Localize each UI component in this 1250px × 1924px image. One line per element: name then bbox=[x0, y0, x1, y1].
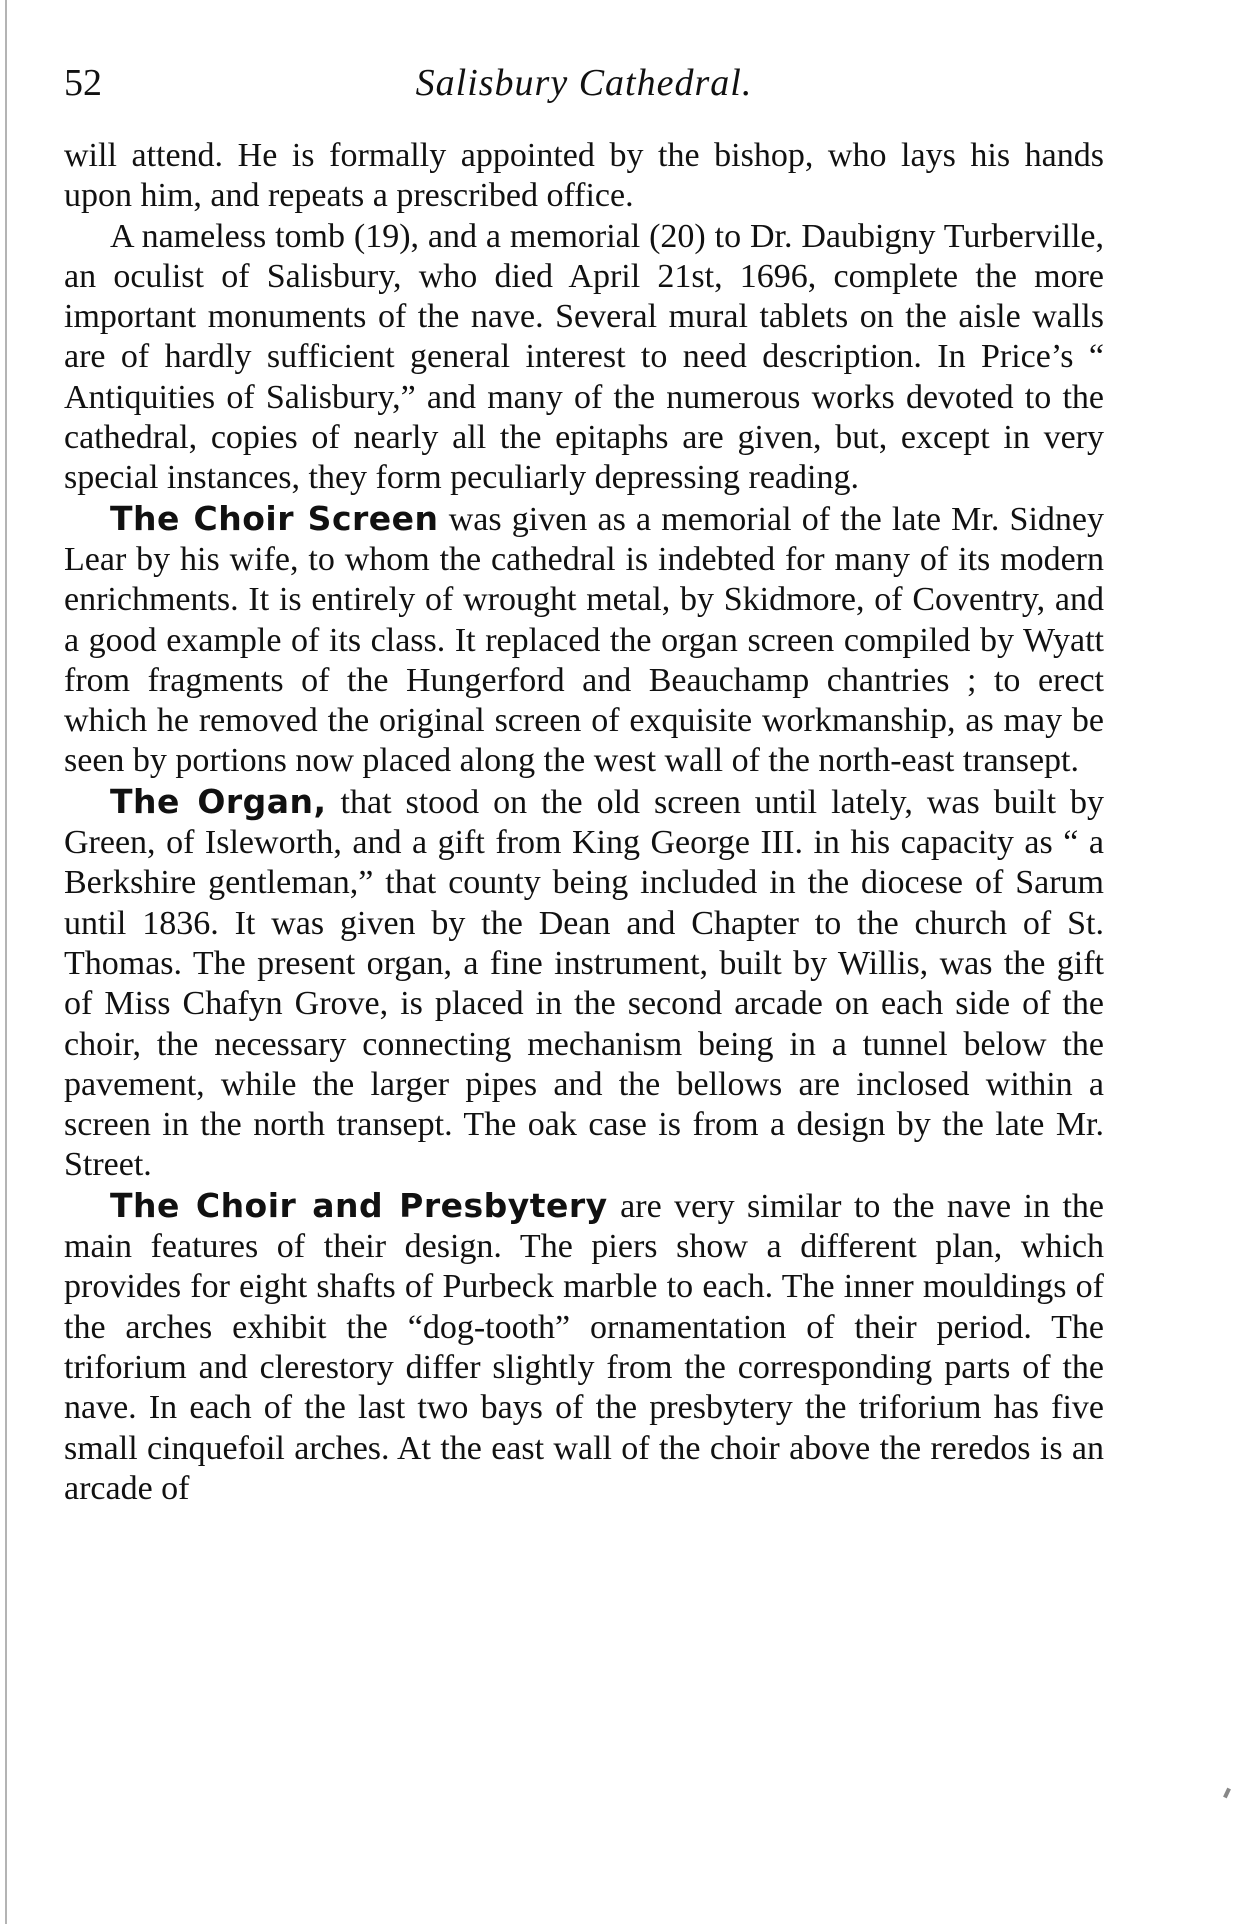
paragraph-continuation bbox=[64, 136, 1104, 217]
paragraph-text: was given as a memorial of the late Mr. Sidney Lear by his wife, to whom the cathedral is indebted for many of its modern enrichments. It is entirely of wrought metal, by Skidmore, of Coventry, and a good example of its class. It replaced the organ screen compiled by Wyatt from fragments of the Hungerford and Beauchamp chantries ; to erect which he removed the original screen of exquisite workmanship, as may be seen by portions now placed along the west wall of the north-east transept. bbox=[64, 500, 1104, 780]
section-heading-choir-screen: The Choir Screen bbox=[110, 498, 439, 538]
running-title: Salisbury Cathedral. bbox=[415, 62, 753, 104]
paragraph-text: are very similar to the nave in the main features of their design. The piers show a different plan, which provides for eight shafts of Purbeck marble to each. The inner mouldings of the arches exhibit the “dog-tooth” ornamentation of their period. The triforium and clerestory differ slightly from the corresponding parts of the nave. In each of the last two bays of the presbytery the triforium has five small cinquefoil arches. At the east wall of the choir above the reredos is an arcade of bbox=[64, 1187, 1105, 1507]
running-head bbox=[64, 58, 1104, 108]
page-edge-line bbox=[5, 0, 7, 1924]
section-heading-choir-presbytery: The Choir and Presbytery bbox=[110, 1185, 608, 1225]
paragraph-organ bbox=[64, 782, 1104, 1186]
paragraph-nave-monuments bbox=[64, 217, 1104, 499]
paragraph-choir-presbytery bbox=[64, 1186, 1104, 1509]
section-heading-organ: The Organ, bbox=[110, 781, 327, 821]
scan-speck bbox=[1223, 1788, 1231, 1799]
paragraph-text: will attend. He is formally appointed by the bishop, who lays his hands upon him, and repeats a prescribed office. bbox=[64, 137, 1104, 215]
paragraph-text: A nameless tomb (19), and a memorial (20) to Dr. Daubigny Turberville, an oculist of Salisbury, who died April 21st, 1696, complete the more important monuments of the nave. Several mural tablets on the aisle walls are of hardly sufficient general interest to need description. In Price’s “ Antiquities of Salisbury,” and many of the numerous works devoted to the cathedral, copies of nearly all the epitaphs are given, but, except in very special instances, they form peculiarly depressing reading. bbox=[64, 217, 1104, 497]
body-text bbox=[64, 136, 1104, 1509]
paragraph-choir-screen bbox=[64, 499, 1104, 782]
paragraph-text: that stood on the old screen until lately, was built by Green, of Isleworth, and a gift from King George III. in his capacity as “ a Berkshire gentleman,” that county being included in the diocese of Sarum until 1836. It was given by the Dean and Chapter to the church of St. Thomas. The present organ, a fine instrument, built by Willis, was the gift of Miss Chafyn Grove, is placed in the second arcade on each side of the choir, the necessary connecting mechanism being in a tunnel below the pavement, while the larger pipes and the bellows are inclosed within a screen in the north transept. The oak case is from a design by the late Mr. Street. bbox=[64, 783, 1105, 1184]
page-number: 52 bbox=[64, 62, 102, 104]
